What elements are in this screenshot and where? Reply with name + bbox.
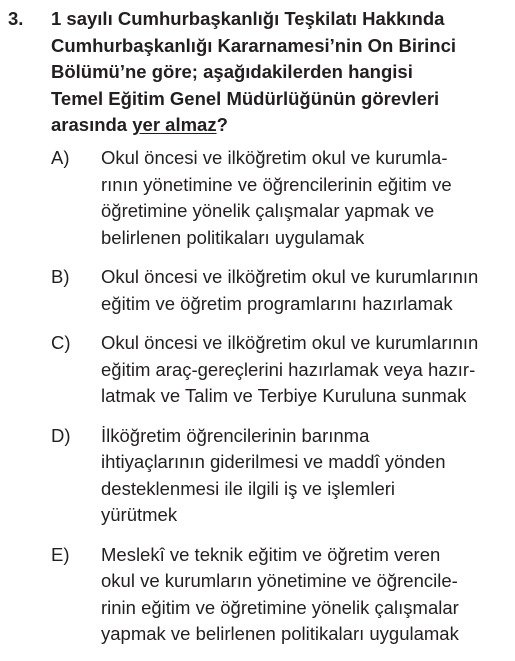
- question-stem: [51, 6, 511, 139]
- option-line: rinin eğitim ve öğretimine yönelik çalışmalar: [101, 596, 459, 618]
- option-text: [101, 264, 511, 317]
- option-text: [101, 145, 511, 251]
- option-letter: B): [51, 266, 70, 287]
- stem-emphasis: yer almaz: [132, 114, 217, 135]
- stem-line: Temel Eğitim Genel Müdürlüğünün görevleri: [51, 87, 440, 109]
- stem-last-suffix: ?: [216, 114, 228, 135]
- option-b[interactable]: [0, 264, 515, 317]
- option-line: eğitim ve öğretim programlarını hazırlamak: [101, 292, 453, 314]
- option-e[interactable]: [0, 542, 515, 648]
- option-line: Meslekî ve teknik eğitim ve öğretim veren: [101, 543, 441, 565]
- option-line: Okul öncesi ve ilköğretim okul ve kurumlarının: [101, 266, 479, 287]
- option-line: desteklenmesi ile ilgili iş ve işlemleri: [101, 477, 396, 499]
- option-text: [101, 542, 511, 648]
- option-letter: C): [51, 332, 71, 353]
- stem-line: Cumhurbaşkanlığı Kararnamesi’nin On Birinci: [51, 34, 457, 56]
- option-line: eğitim araç-gereçlerini hazırlamak veya hazır-: [101, 358, 476, 380]
- question-number: 3.: [8, 8, 24, 29]
- option-line: Okul öncesi ve ilköğretim okul ve kurumla-: [101, 147, 448, 168]
- stem-line: [51, 112, 511, 139]
- option-line: öğretimine yönelik çalışmalar yapmak ve: [101, 200, 435, 221]
- option-letter: A): [51, 147, 70, 168]
- option-d[interactable]: [0, 423, 515, 529]
- option-line: belirlenen politikaları uygulamak: [101, 226, 365, 248]
- stem-line: Bölümü’ne göre; aşağıdakilerden hangisi: [51, 61, 413, 82]
- stem-last-prefix: arasında: [51, 114, 133, 135]
- option-line: latmak ve Talim ve Terbiye Kuruluna sunmak: [101, 385, 467, 406]
- option-line: okul ve kurumların yönetimine ve öğrencile-: [101, 570, 458, 591]
- option-letter: E): [51, 543, 70, 565]
- option-line: İlköğretim öğrencilerinin barınma: [101, 424, 370, 446]
- option-c[interactable]: [0, 330, 515, 410]
- stem-line: 1 sayılı Cumhurbaşkanlığı Teşkilatı Hakkında: [51, 8, 445, 29]
- answer-options: [0, 145, 515, 661]
- option-a[interactable]: [0, 145, 515, 251]
- option-text: [101, 330, 511, 410]
- option-line: yapmak ve belirlenen politikaları uygulamak: [101, 623, 459, 644]
- option-text: [101, 423, 511, 529]
- option-line: yürütmek: [101, 504, 178, 525]
- option-line: Okul öncesi ve ilköğretim okul ve kurumlarının: [101, 332, 479, 353]
- option-letter: D): [51, 424, 71, 446]
- option-line: ihtiyaçlarının giderilmesi ve maddî yönden: [101, 451, 446, 472]
- option-line: rının yönetimine ve öğrencilerinin eğitim ve: [101, 173, 452, 195]
